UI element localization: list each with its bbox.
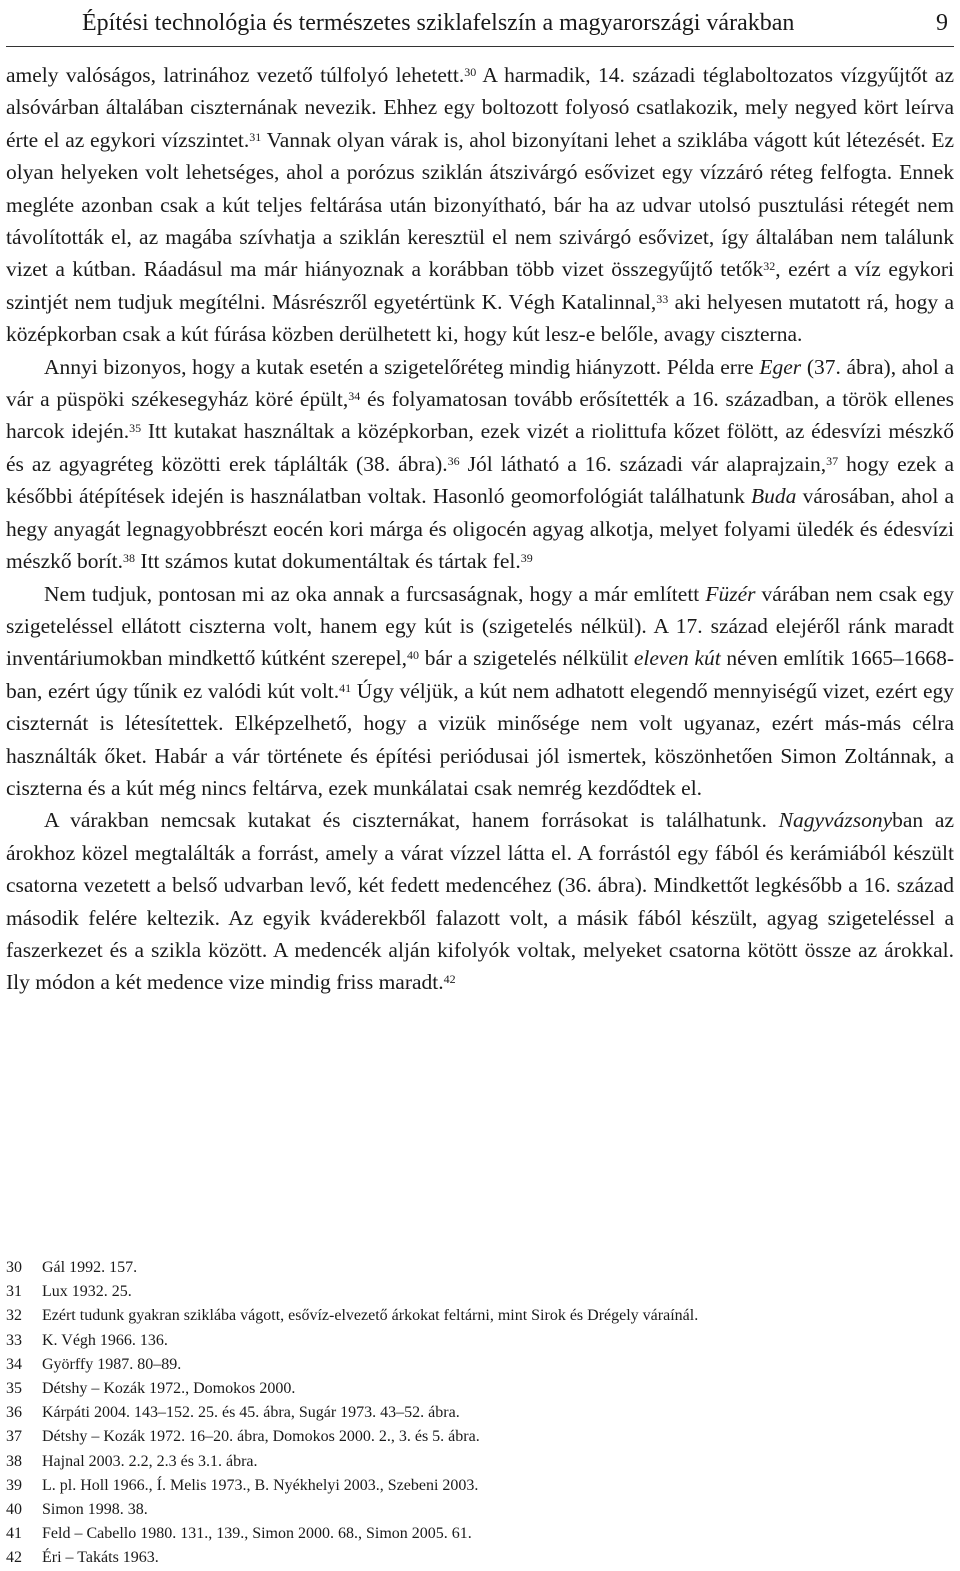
footnote-reference: 31 — [249, 129, 262, 144]
footnote-text: Hajnal 2003. 2.2, 2.3 és 3.1. ábra. — [42, 1452, 258, 1470]
footnote-text: K. Végh 1966. 136. — [42, 1331, 168, 1349]
footnote-item — [6, 1401, 954, 1425]
footnote-reference: 33 — [656, 291, 669, 306]
footnote-reference: 42 — [443, 972, 456, 987]
footnotes — [6, 1256, 954, 1571]
footnote-number: 32 — [6, 1307, 22, 1325]
footnote-number: 42 — [6, 1549, 22, 1567]
italic-term: eleven kút — [633, 646, 721, 671]
footnote-reference: 41 — [339, 680, 352, 695]
footnote-item — [6, 1450, 954, 1474]
italic-term: Nagyvázsony — [778, 808, 893, 833]
running-head-title: Építési technológia és természetes sziklafelszín a magyarországi várakban — [82, 10, 795, 36]
footnote-item — [6, 1304, 954, 1328]
footnote-number: 37 — [6, 1428, 22, 1446]
footnote-text: Ezért tudunk gyakran sziklába vágott, esővíz-elvezető árkokat feltárni, mint Sirok és Drégely váraínál. — [42, 1307, 699, 1325]
footnote-text: L. pl. Holl 1966., Í. Melis 1973., B. Nyékhelyi 2003., Szebeni 2003. — [42, 1476, 479, 1494]
footnote-text: Éri – Takáts 1963. — [42, 1549, 159, 1567]
footnote-item — [6, 1329, 954, 1353]
footnote-item — [6, 1546, 954, 1570]
footnote-text: Györffy 1987. 80–89. — [42, 1355, 182, 1373]
footnote-reference: 30 — [464, 65, 477, 79]
footnote-reference: 37 — [826, 453, 839, 468]
footnote-item — [6, 1256, 954, 1280]
footnote-item — [6, 1498, 954, 1522]
footnote-reference: 35 — [129, 421, 142, 436]
footnote-item — [6, 1280, 954, 1304]
footnote-reference: 32 — [763, 259, 776, 274]
footnote-text: Simon 1998. 38. — [42, 1501, 148, 1519]
page-number: 9 — [936, 10, 948, 36]
footnote-number: 34 — [6, 1355, 22, 1373]
body-paragraph: Annyi bizonyos, hogy a kutak esetén a szigetelőréteg mindig hiányzott. Példa erre Eger (37. ábra), ahol a vár a püspöki székesegyház köré épült,$^{34}$ és folyamatosan tovább erősítették a 16. században, a török ellenes harcok idején.$^{35}$ Itt kutakat használtak a középkorban, ezek vizét a riolittufa kőzet fölött, az édesvízi mészkő és az agyagréteg közötti erek táplálták (38. ábra).$^{36}$ Jól látható a 16. századi vár alaprajzain,$^{37}$ hogy ezek a későbbi átépítések idején is használatban voltak. Hasonló geomorfológiát találhatunk Buda városában, ahol a hegy anyagát legnagyobbrészt eocén kori márga és oligocén agyag alkotja, melyet folyami üledék és édesvízi mészkő borít.$^{38}$ Itt számos kutat dokumentáltak és tártak fel.$^{39}$ — [6, 354, 955, 574]
italic-term: Füzér — [705, 581, 756, 606]
footnote-item — [6, 1377, 954, 1401]
footnote-number: 31 — [6, 1283, 22, 1301]
footnote-number: 39 — [6, 1476, 22, 1494]
footnote-number: 36 — [6, 1404, 22, 1422]
footnote-text: Détshy – Kozák 1972., Domokos 2000. — [42, 1380, 296, 1398]
body-paragraph: A várakban nemcsak kutakat és ciszternákat, hanem forrásokat is találhatunk. Nagyvázsonyban az árokhoz közel megtalálták a forrást, amely a várat vízzel látta el. A forrástól egy fából és kerámiából készült csatorna vezetett a belső udvarban levő, két fedett medencéhez (36. ábra). Mindkettőt legkésőbb a 16. század második felére keltezik. Az egyik kváderekből falazott volt, a másik fából készült, agyag szigeteléssel a faszerkezet és a szikla között. A medencék alján kifolyók voltak, melyeket csatorna kötött össze az árokkal. Ily módon a két medence vize mindig friss maradt.$^{42}$ — [6, 808, 954, 995]
footnote-text: Lux 1932. 25. — [42, 1283, 132, 1301]
footnote-number: 35 — [6, 1380, 22, 1398]
footnote-text: Gál 1992. 157. — [42, 1259, 138, 1276]
footnote-text: Détshy – Kozák 1972. 16–20. ábra, Domokos 2000. 2., 3. és 5. ábra. — [42, 1428, 480, 1446]
footnote-item — [6, 1425, 954, 1449]
footnote-reference: 36 — [447, 453, 460, 468]
footnote-reference: 34 — [348, 389, 361, 404]
footnote-number: 30 — [6, 1259, 22, 1276]
footnote-number: 33 — [6, 1331, 22, 1349]
footnote-number: 40 — [6, 1501, 22, 1519]
footnote-text: Kárpáti 2004. 143–152. 25. és 45. ábra, Sugár 1973. 43–52. ábra. — [42, 1404, 460, 1422]
body-paragraph: Nem tudjuk, pontosan mi az oka annak a furcsaságnak, hogy a már említett Füzér várában nem csak egy szigeteléssel ellátott ciszterna volt, hanem egy kút is (szigetelés nélkül). A 17. század elejéről ránk maradt inventáriumokban mindkettő kútként szerepel,$^{40}$ bár a szigetelés nélkülit eleven kút néven említik 1665–1668-ban, ezért úgy tűnik ez valódi kút volt.$^{41}$ Úgy véljük, a kút nem adhatott elegendő mennyiségű vizet, ezért egy ciszternát is létesítettek. Elképzelhető, hogy a vizük minősége nem volt ugyanaz, ezért más-más célra használták őket. Habár a vár története és építési periódusai jól ismertek, köszönhetően Simon Zoltánnak, a ciszterna és a kút még nincs feltárva, ezek munkálatai csak nemrég kezdődtek el. — [6, 581, 954, 800]
footnote-item — [6, 1474, 954, 1498]
footnote-reference: 38 — [123, 551, 136, 566]
footnote-reference: 39 — [520, 551, 533, 566]
footnote-item — [6, 1522, 954, 1546]
italic-term: Eger — [759, 354, 802, 379]
italic-term: Buda — [751, 484, 797, 509]
footnote-number: 41 — [6, 1525, 22, 1543]
body-text — [6, 59, 954, 999]
body-paragraph: amely valóságos, latrinához vezető túlfolyó lehetett.$^{30}$ A harmadik, 14. századi téglaboltozatos vízgyűjtőt az alsóvárban általában ciszternának nevezik. Ehhez egy boltozott folyosó csatlakozik, mely negyed kört leírva érte el az egykori vízszintet.$^{31}$ Vannak olyan várak is, ahol bizonyítani lehet a sziklába vágott kút létezését. Ez olyan helyeken volt lehetséges, ahol a porózus sziklán átszivárgó esővizet egy vízzáró réteg felfogta. Ennek megléte azonban csak a kút teljes feltárása után bizonyítható, bár ha az udvar utolsó pusztulási rétegét nem távolították el, az magába szívhatja a sziklán keresztül el nem szivárgó esővizet, így általában nem találunk vizet a kútban. Ráadásul ma már hiányoznak a korábban több vizet összegyűjtő tetők$^{32}$, ezért a víz egykori szintjét nem tudjuk megítélni. Másrészről egyetértünk K. Végh Katalinnal,$^{33}$ aki helyesen mutatott rá, hogy a középkorban csak a kút fúrása közben derülhetett ki, hogy kút lesz-e belőle, avagy ciszterna. — [6, 63, 954, 347]
footnote-number: 38 — [6, 1452, 22, 1470]
footnote-item — [6, 1353, 954, 1377]
footnote-reference: 40 — [407, 648, 420, 663]
footnote-text: Feld – Cabello 1980. 131., 139., Simon 2000. 68., Simon 2005. 61. — [42, 1525, 472, 1543]
running-head — [6, 6, 954, 47]
